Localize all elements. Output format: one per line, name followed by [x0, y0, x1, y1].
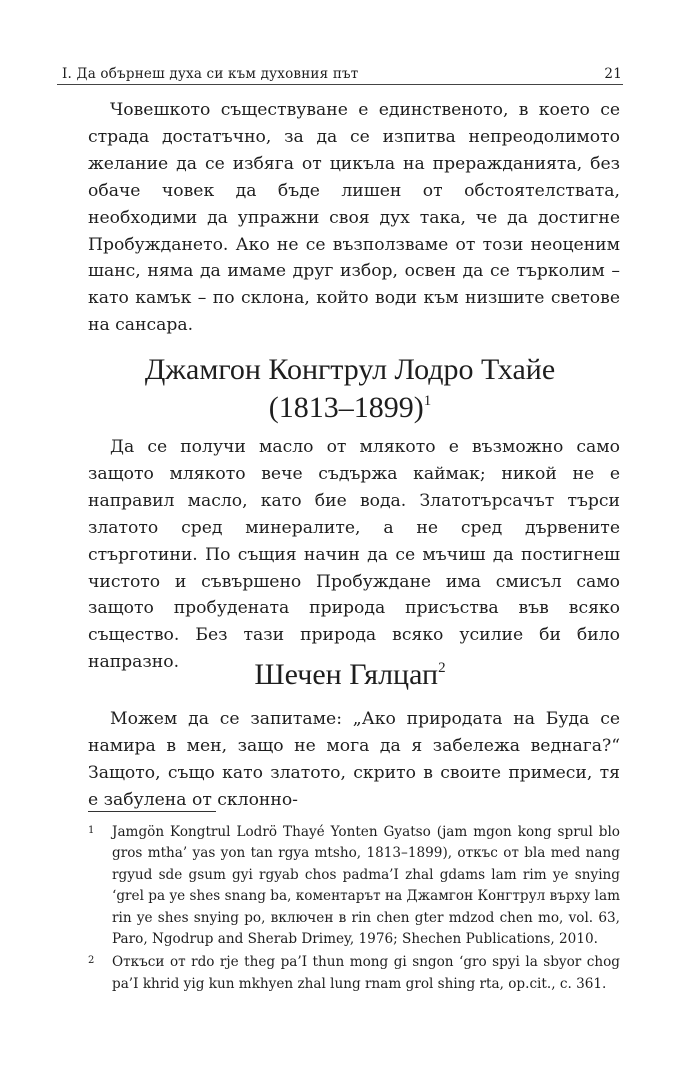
- header-rule: [57, 84, 623, 85]
- paragraph-1: Човешкото съществуване е единственото, в което се страда достатъчно, за да се изпитва непреодолимото желание да се избяга от цикъла на преражданията, без обаче човек да бъде лишен от обстоятелствата, необходими да упражни своя дух така, че да достигне Пробуждането. Ако не се възползваме от този неоценим шанс, няма да имаме друг избор, освен да се търколим – като камък – по склона, който води към низшите светове на сансара.: [88, 100, 620, 336]
- footnote-2: [88, 952, 620, 995]
- footnote-number: 1: [88, 825, 95, 836]
- page-number: 21: [604, 66, 622, 82]
- footnote-rule: [88, 811, 216, 812]
- footnote-ref-2[interactable]: 2: [438, 660, 446, 676]
- footnote-text: Откъси от rdo rje theg pa’I thun mong gi sngon ‘gro spyi la sbyor chog pa’I khrid yig kun mkhyen zhal lung rnam grol shing rta, op.cit., с. 361.: [112, 954, 620, 992]
- footnote-number: 2: [88, 955, 95, 967]
- section-title-kongtrul-dates: (1813–1899): [268, 391, 424, 424]
- chapter-title: I. Да обърнеш духа си към духовния път: [62, 66, 359, 82]
- paragraph-2: Да се получи масло от млякото е възможно само защото млякото вече съдържа каймак; никой не е направил масло, като бие вода. Златотърсачът търси златото сред минералите, а не сред дървените стърготини. По същия начин да се мъчиш да постигнеш чистото и съвършено Пробуждане има смисъл само защото пробудената природа присъства във всяко същество. Без тази природа всяко усилие би било напразно.: [88, 437, 620, 673]
- footnotes: [88, 822, 620, 997]
- footnote-1: [88, 822, 620, 950]
- paragraph-3: Можем да се запитаме: „Ако природата на Буда се намира в мен, защо не мога да я забележа веднага?“ Защото, също като златото, скрито в своите примеси, тя е забулена от склонно-: [88, 709, 620, 810]
- section-title-shechen: [60, 656, 640, 694]
- section-title-shechen-name: Шечен Гялцап: [254, 658, 439, 691]
- section-title-kongtrul: [60, 351, 640, 427]
- footnote-text: Jamgön Kongtrul Lodrö Thayé Yonten Gyatso (jam mgon kong sprul blo gros mtha’ yas yon tan rgya mtsho, 1813–1899), откъс от bla med nang rgyud sde gsum gyi rgyab chos padma’I zhal gdams lam rim ye snying ‘grel pa ye shes snang ba, коментарът на Джамгон Конгтрул върху lam rin ye shes snying po, включен в rin chen gter mdzod chen mo, vol. 63, Paro, Ngodrup and Sherab Drimey, 1976; Shechen Publications, 2010.: [112, 824, 620, 948]
- section-title-kongtrul-name: Джамгон Конгтрул Лодро Тхайе: [144, 353, 556, 386]
- footnote-ref-1[interactable]: 1: [423, 393, 432, 409]
- running-header: [62, 58, 622, 82]
